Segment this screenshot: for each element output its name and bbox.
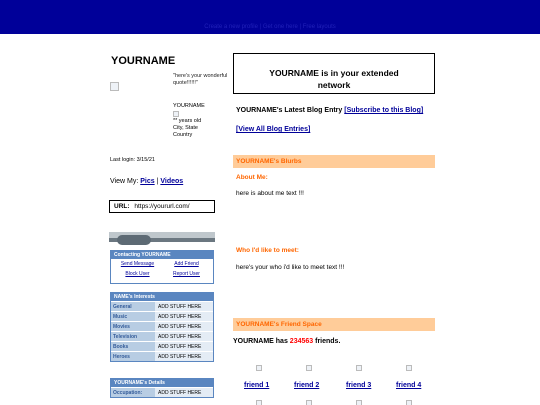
table-row: [111, 301, 213, 311]
friend-photo[interactable]: [356, 365, 362, 371]
row-value: ADD STUFF HERE: [155, 342, 213, 351]
profile-sex-label: YOURNAME: [173, 103, 205, 109]
friend-photo[interactable]: [256, 400, 262, 405]
report-user-link[interactable]: Report User: [173, 271, 200, 277]
profile-quote: "here's your wonderful quote!!!!!!": [173, 73, 228, 86]
friend-photo[interactable]: [306, 365, 312, 371]
view-all-blog-link[interactable]: [View All Blog Entries]: [236, 126, 311, 133]
url-box: [109, 200, 215, 213]
row-key: Music: [111, 312, 155, 321]
decorative-banner-image: [109, 226, 215, 242]
latest-blog: [236, 107, 423, 114]
view-all-blog: [236, 126, 310, 133]
interests-table: [110, 292, 214, 362]
friend-link[interactable]: friend 4: [396, 382, 422, 389]
pics-link[interactable]: Pics: [140, 178, 155, 185]
interests-header: NAME's Interests: [111, 293, 213, 301]
row-key: Heroes: [111, 352, 155, 361]
row-value: ADD STUFF HERE: [155, 352, 213, 361]
view-my-label: View My:: [110, 178, 139, 185]
row-value: ADD STUFF HERE: [155, 322, 213, 331]
table-row: [111, 351, 213, 361]
profile-age: ** years old: [173, 118, 202, 124]
friend-link[interactable]: friend 3: [346, 382, 372, 389]
friend-count-suffix: friends.: [315, 338, 341, 345]
extended-network-box: [233, 53, 435, 94]
extended-network-line1: YOURNAME is in your extended: [269, 68, 399, 78]
details-header: YOURNAME's Details: [111, 379, 213, 387]
about-me-text: here is about me text !!!: [236, 190, 304, 197]
friend-link[interactable]: friend 1: [244, 382, 270, 389]
friend-link[interactable]: friend 2: [294, 382, 320, 389]
table-row: [111, 311, 213, 321]
row-key: General: [111, 302, 155, 311]
details-table: [110, 378, 214, 398]
profile-info: [173, 118, 201, 139]
blurbs-header: YOURNAME's Blurbs: [233, 155, 435, 168]
friend-photo[interactable]: [406, 400, 412, 405]
add-friend-link[interactable]: Add Friend: [174, 261, 199, 267]
contact-box: [110, 250, 214, 284]
row-value: ADD STUFF HERE: [155, 302, 213, 311]
contact-links: [111, 259, 213, 279]
table-row: [111, 331, 213, 341]
profile-country: Country: [173, 132, 193, 138]
row-key: Books: [111, 342, 155, 351]
friend-photo[interactable]: [256, 365, 262, 371]
profile-photo[interactable]: [110, 82, 119, 91]
block-user-link[interactable]: Block User: [125, 271, 150, 277]
url-value[interactable]: https://yoururl.com/: [134, 203, 190, 210]
online-icon: [173, 111, 179, 117]
table-row: [111, 387, 213, 397]
row-key: Television: [111, 332, 155, 341]
row-value: ADD STUFF HERE: [155, 312, 213, 321]
view-separator: |: [156, 178, 161, 185]
about-me-label: About Me:: [236, 174, 268, 181]
row-key: Occupation:: [111, 388, 155, 397]
url-label: URL:: [114, 203, 130, 210]
row-value: ADD STUFF HERE: [155, 388, 213, 397]
table-row: [111, 341, 213, 351]
row-value: ADD STUFF HERE: [155, 332, 213, 341]
friend-count-line: [233, 338, 340, 345]
contact-header: Contacting YOURNAME: [111, 251, 213, 259]
profile-name: YOURNAME: [111, 55, 176, 67]
row-key: Movies: [111, 322, 155, 331]
friend-space-header: YOURNAME's Friend Space: [233, 318, 435, 331]
extended-network-line2: network: [317, 80, 351, 90]
latest-blog-label: YOURNAME's Latest Blog Entry: [236, 107, 343, 114]
friend-count: 234563: [289, 338, 314, 345]
banner-link[interactable]: Create a new profile | Get one here | Free layouts: [204, 24, 336, 30]
view-my: [110, 178, 183, 185]
send-message-link[interactable]: Send Message: [120, 261, 155, 267]
banner-shape: [117, 235, 151, 245]
videos-link[interactable]: Videos: [160, 178, 184, 185]
subscribe-link[interactable]: [Subscribe to this Blog]: [344, 107, 424, 114]
table-row: [111, 321, 213, 331]
friend-photo[interactable]: [406, 365, 412, 371]
who-to-meet-label: Who I'd like to meet:: [236, 247, 299, 254]
profile-city: City, State: [173, 125, 198, 131]
last-login: Last login: 3/15/21: [110, 157, 155, 163]
friend-photo[interactable]: [306, 400, 312, 405]
friend-count-prefix: YOURNAME has: [233, 338, 288, 345]
friend-photo[interactable]: [356, 400, 362, 405]
who-to-meet-text: here's your who i'd like to meet text !!!: [236, 264, 345, 271]
